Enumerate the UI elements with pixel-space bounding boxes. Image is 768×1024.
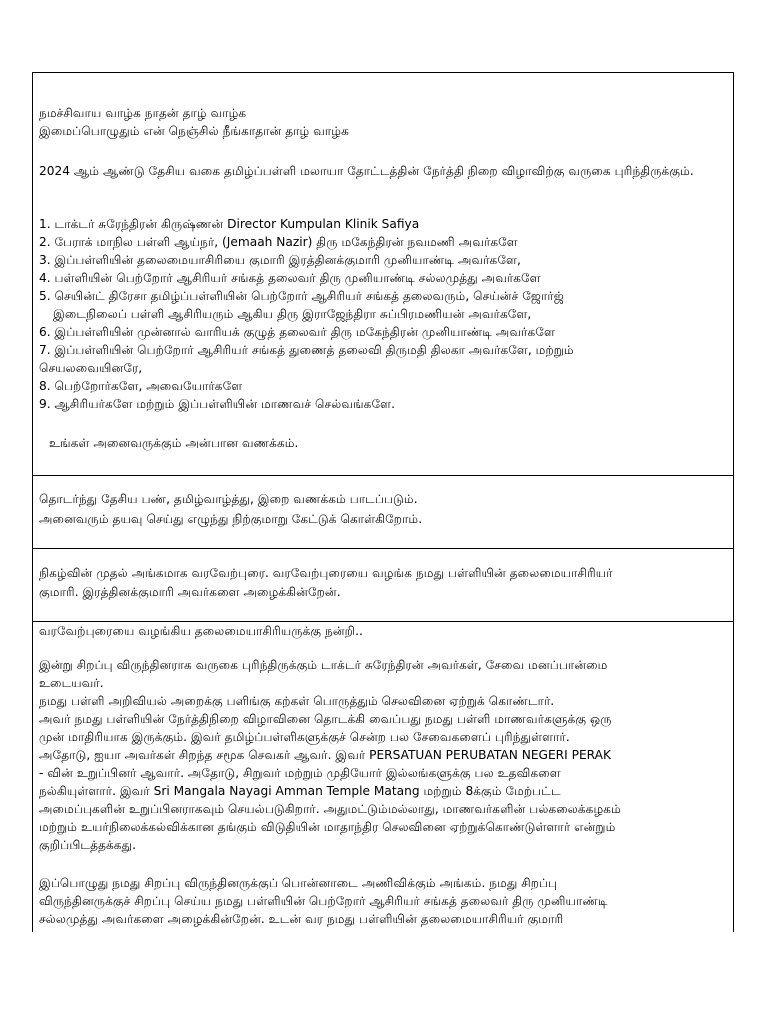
- guest-paragraph-line: குறிப்பிடத்தக்கது.: [39, 838, 137, 852]
- section-welcome: [33, 73, 733, 476]
- guest-paragraph-line: நல்கியுள்ளார். இவர் Sri Mangala Nayagi Amman Temple Matang மற்றும் 8க்கும் மேற்பட்ட: [39, 784, 561, 798]
- guest-list-item: 8. பெற்றோர்களே, அவையோர்களே: [39, 379, 243, 393]
- guest-paragraph-line: முன் மாதிரியாக இருக்கும். இவர் தமிழ்ப்பள்ளிகளுக்குச் சென்ற பல சேவைகளைப் புரிந்துள்ளார்.: [39, 730, 570, 744]
- guest-list-item: 9. ஆசிரியர்களே மற்றும் இப்பள்ளியின் மாணவச் செல்வங்களே.: [39, 397, 395, 411]
- section-welcome-speech: [33, 549, 733, 622]
- guest-paragraph-line: இன்று சிறப்பு விருந்தினராக வருகை புரிந்திருக்கும் டாக்டர் சுரேந்திரன் அவர்கள், சேவை மனப்பான்மை: [39, 658, 608, 672]
- guest-paragraph-line: அமைப்புகளின் உறுப்பினராகவும் செயல்படுகிறார். அதுமட்டும்மல்லாது, மாணவர்களின் பல்கலைக்கழகம்: [39, 802, 621, 816]
- ponnadai-paragraph-line: சல்லமுத்து அவர்களை அழைக்கின்றேன். உடன் வர நமது பள்ளியின் தலைமையாசிரியர் குமாரி: [39, 912, 564, 926]
- guest-list-item: 5. செயின்ட் திரேசா தமிழ்ப்பள்ளியின் பெற்றோர் ஆசிரியர் சங்கத் தலைவரும், செய்ன்ச் ஜோர்ஜ்: [39, 289, 564, 303]
- guest-list-item-continued: இடைநிலைப் பள்ளி ஆசிரியரும் ஆகிய திரு இராஜேந்திரா சுப்பிரமணியன் அவர்களே,: [53, 307, 532, 321]
- guest-paragraph-line: மற்றும் உயர்நிலைக்கல்விக்கான தங்கும் விடுதியின் மாதாந்திர செலவினை ஏற்றுக்கொண்டுள்ளார் என்றும்: [39, 820, 616, 834]
- guest-list-item-continued: செயலவையினரே,: [39, 361, 143, 375]
- guest-list-item: 1. டாக்டர் சுரேந்திரன் கிருஷ்ணன் Director Kumpulan Klinik Safiya: [39, 217, 420, 231]
- greeting-line: உங்கள் அனைவருக்கும் அன்பான வணக்கம்.: [49, 436, 299, 450]
- guest-list-item: 2. பேராக் மாநில பள்ளி ஆய்நர், (Jemaah Nazir) திரு மகேந்திரன் நவமணி அவர்களே: [39, 235, 518, 249]
- thanks-line: வரவேற்புரையை வழங்கிய தலைமையாசிரியருக்கு நன்றி..: [39, 624, 363, 638]
- anthem-line-2: அனைவரும் தயவு செய்து எழுந்து நிற்குமாறு கேட்டுக் கொள்கிறோம்.: [39, 512, 423, 526]
- guest-paragraph-line: அதோடு, ஐயா அவர்கள் சிறந்த சமூக செவகர் ஆவர். இவர் PERSATUAN PERUBATAN NEGERI PERAK: [39, 748, 611, 762]
- invocation-line-1: நமச்சிவாய வாழ்க நாதன் தாழ் வாழ்க: [39, 106, 247, 120]
- section-anthem: [33, 476, 733, 549]
- intro-paragraph: 2024 ஆம் ஆண்டு தேசிய வகை தமிழ்ப்பள்ளி மலாயா தோட்டத்தின் நேர்த்தி நிறை விழாவிற்கு வருகை புரிந்திருக்கும்.: [39, 164, 694, 178]
- anthem-line-1: தொடர்ந்து தேசிய பண், தமிழ்வாழ்த்து, இறை வணக்கம் பாடப்படும்.: [39, 492, 418, 506]
- guest-list-item: 6. இப்பள்ளியின் முன்னால் வாரியக் குழுத் தலைவர் திரு மகேந்திரன் முனியாண்டி அவர்களே: [39, 325, 555, 339]
- ponnadai-paragraph-line: இப்பொழுது நமது சிறப்பு விருந்தினருக்குப் பொன்னாடை அணிவிக்கும் அங்கம். நமது சிறப்பு: [39, 876, 558, 890]
- guest-paragraph-line: உடையவர்.: [39, 676, 104, 690]
- speech-line-1: நிகழ்வின் முதல் அங்கமாக வரவேற்புரை. வரவேற்புரையை வழங்க நமது பள்ளியின் தலைமையாசிரியர்: [39, 566, 613, 580]
- ponnadai-paragraph-line: விருந்தினருக்குச் சிறப்பு செய்ய நமது பள்ளியின் பெற்றோர் ஆசிரியர் சங்கத் தலைவர் திரு முனியாண்டி: [39, 894, 608, 908]
- guest-list-item: 4. பள்ளியின் பெற்றோர் ஆசிரியர் சங்கத் தலைவர் திரு முனியாண்டி சல்லமுத்து அவர்களே: [39, 271, 541, 285]
- guest-list-item: 7. இப்பள்ளியின் பெற்றோர் ஆசிரியர் சங்கத் துணைத் தலைவி திருமதி திலகா அவர்களே, மற்றும்: [39, 343, 574, 357]
- speech-line-2: குமாரி. இரத்தினக்குமாரி அவர்களை அழைக்கின்றேன்.: [39, 585, 341, 599]
- invocation-line-2: இமைப்பொழுதும் என் நெஞ்சில் நீங்காதான் தாழ் வாழ்க: [39, 124, 349, 138]
- section-chief-guest: [33, 622, 733, 933]
- guest-paragraph-line: அவர் நமது பள்ளியின் நேர்த்திநிறை விழாவினை தொடக்கி வைப்பது நமது பள்ளி மாணவர்களுக்கு ஒரு: [39, 712, 612, 726]
- guest-list-item: 3. இப்பள்ளியின் தலைமையாசிரியை குமாரி இரத்தினக்குமாரி முனியாண்டி அவர்களே,: [39, 253, 521, 267]
- guest-paragraph-line: - வின் உறுப்பினர் ஆவார். அதோடு, சிறுவர் மற்றும் முதியோர் இல்லங்களுக்கு பல உதவிகளை: [39, 766, 561, 780]
- guest-paragraph-line: நமது பள்ளி அறிவியல் அறைக்கு பளிங்கு கற்கள் பொருத்தும் செலவினை ஏற்றுக் கொண்டார்.: [39, 694, 555, 708]
- document-table: [32, 72, 734, 932]
